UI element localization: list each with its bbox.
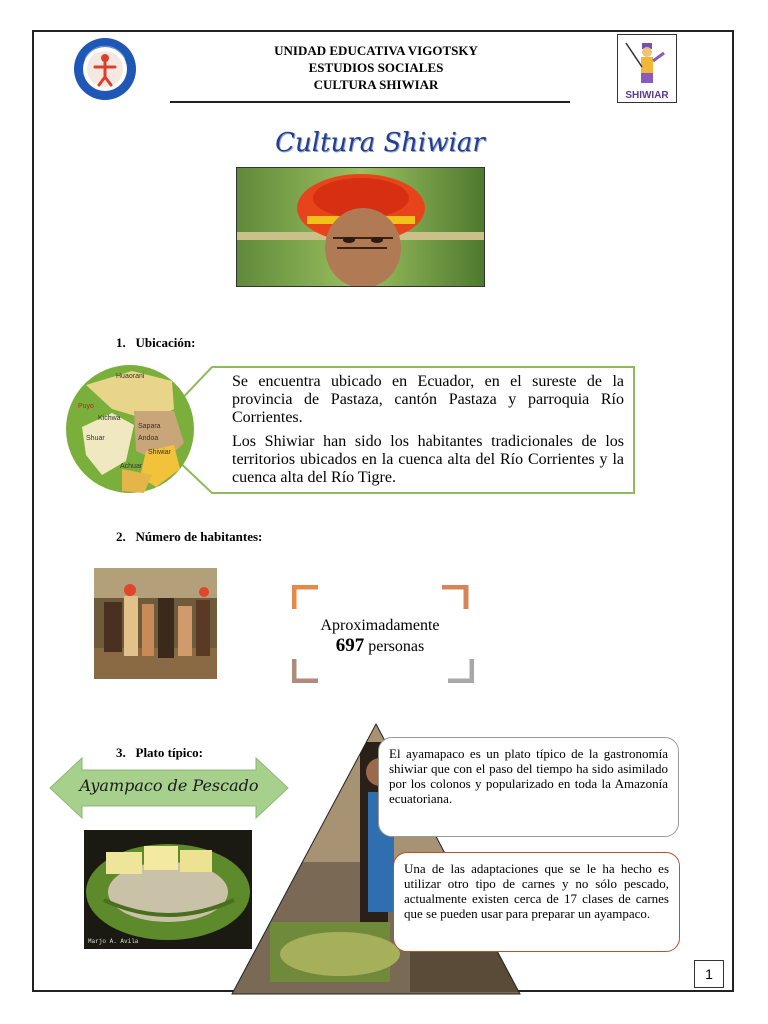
- section-2-heading: [116, 529, 262, 545]
- shiwiar-logo-label: SHIWIAR: [625, 90, 669, 101]
- school-logo: [73, 37, 137, 101]
- page-title: Cultura Shiwiar: [275, 128, 485, 158]
- location-callout: [62, 365, 636, 495]
- map-label-shiwiar: Shiwiar: [148, 449, 171, 456]
- section-1-heading: [116, 335, 195, 351]
- section-1-number: 1.: [116, 335, 126, 350]
- section-3-number: 3.: [116, 745, 126, 760]
- page-number: 1: [694, 960, 724, 988]
- map-label-sapara: Sapara: [138, 423, 161, 430]
- map-label-huaorani: Huaorani: [116, 373, 145, 380]
- dish-name: Ayampaco de Pescado: [79, 776, 259, 795]
- map-label-andoa: Andoa: [138, 435, 159, 442]
- population-line: [292, 635, 468, 657]
- subject-name: ESTUDIOS SOCIALES: [308, 60, 444, 75]
- header-rule: [170, 101, 570, 103]
- photo-credit: Marjo A. Avila: [88, 938, 139, 945]
- population-unit: personas: [368, 638, 425, 655]
- ayampaco-photo: [84, 830, 252, 949]
- population-approx: Aproximadamente: [320, 617, 440, 634]
- section-2-title: Número de habitantes:: [135, 529, 263, 544]
- population-count: 697: [335, 635, 365, 656]
- topic-name: CULTURA SHIWIAR: [313, 77, 439, 92]
- map-label-kichwa: Kichwa: [98, 415, 121, 422]
- location-text-2: Los Shiwiar han sido los habitantes tradicionales de los territorios ubicados en la cuenca alta del Río Corrientes y la cuenca alta del Río Tigre.: [232, 433, 624, 486]
- dish-description-bubble: El ayamapaco es un plato típico de la gastronomía shiwiar que con el paso del tiempo ha sido asimilado por los colonos y popularizado en toda la Amazonía ecuatoriana.: [378, 737, 679, 837]
- section-1-title: Ubicación:: [135, 335, 196, 350]
- map-label-shuar: Shuar: [86, 435, 105, 442]
- shiwiar-logo: [617, 34, 677, 103]
- community-photo: [94, 568, 217, 679]
- school-name: UNIDAD EDUCATIVA VIGOTSKY: [274, 43, 478, 58]
- map-label-achuar: Achuar: [120, 463, 143, 470]
- map-label-puyo: Puyo: [78, 403, 94, 410]
- section-3-title: Plato típico:: [135, 745, 204, 760]
- population-box: [292, 585, 474, 683]
- shiwiar-portrait-photo: [236, 167, 485, 287]
- dish-adaptation-bubble: Una de las adaptaciones que se le ha hecho es utilizar otro tipo de carnes y no sólo pescado, actualmente existen cerca de 17 clases de carnes que se pueden usar para preparar un ayampaco.: [393, 852, 680, 952]
- section-2-number: 2.: [116, 529, 126, 544]
- location-text-1: Se encuentra ubicado en Ecuador, en el sureste de la provincia de Pastaza, cantón Pastaza y parroquia Río Corrientes.: [232, 373, 624, 426]
